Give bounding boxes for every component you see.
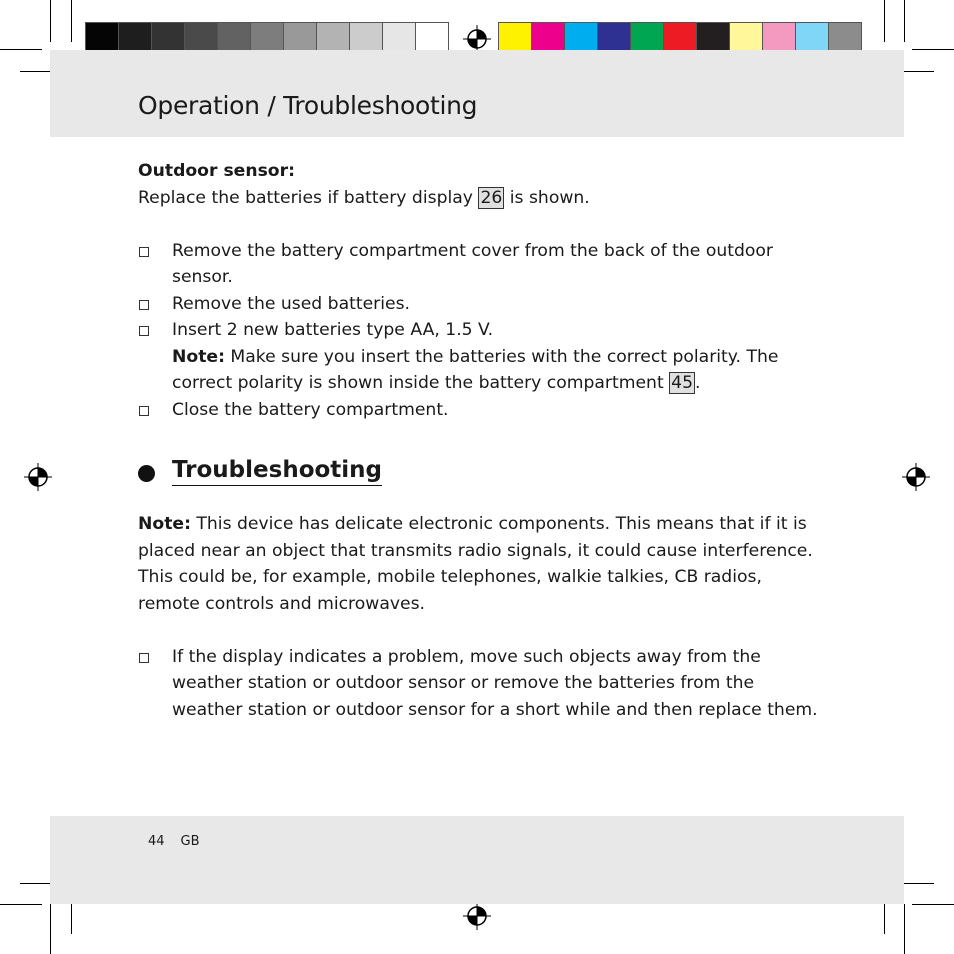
step-text: Close the battery compartment. [172,399,449,420]
registration-mark-icon [24,463,52,491]
crop-mark [912,904,954,905]
language-code: GB [180,834,200,849]
crop-mark [884,0,885,42]
troubleshooting-section-heading [138,459,828,489]
list-item [138,291,828,318]
note-label: Note: [172,346,225,367]
page-title: Operation / Troubleshooting [138,91,478,120]
crop-mark [912,49,954,50]
checkbox-bullet-icon [139,326,149,336]
crop-mark [904,904,905,954]
page-number: 44 [148,834,165,849]
checkbox-bullet-icon [139,247,149,257]
outdoor-intro [138,185,828,212]
page-content [138,158,828,723]
registration-mark-icon [463,25,491,53]
intro-text-end: is shown. [504,187,590,208]
list-item [138,644,828,724]
registration-mark-icon [463,902,491,930]
crop-mark [50,904,51,954]
checkbox-bullet-icon [139,406,149,416]
crop-mark [904,0,905,42]
list-item [138,397,828,424]
troubleshooting-steps-list [138,644,828,724]
outdoor-steps-list [138,238,828,424]
step-text: Insert 2 new batteries type AA, 1.5 V. [172,320,494,340]
note-text-end: . [695,373,701,393]
checkbox-bullet-icon [139,300,149,310]
step-text: Remove the used batteries. [172,293,411,314]
checkbox-bullet-icon [139,653,149,663]
note-text: This device has delicate electronic components. This means that if it is placed near an object that transmits radio signals, it could cause interference. This could be, for example, mobile telephones, walkie talkies, CB radios, remote controls and microwaves. [138,514,813,614]
list-item [138,238,828,291]
note-text: Make sure you insert the batteries with the correct polarity. The correct polarity is shown inside the battery compartment [172,346,779,393]
footer-band [50,816,904,904]
battery-compartment-ref: 45 [671,373,694,393]
crop-mark [0,49,42,50]
troubleshooting-note [138,511,828,617]
page-footer [148,834,216,849]
section-title: Troubleshooting [172,455,382,486]
crop-mark [50,0,51,42]
outdoor-sensor-heading: Outdoor sensor: [138,161,295,181]
battery-display-ref: 26 [480,187,503,208]
crop-mark [71,0,72,42]
intro-text: Replace the batteries if battery display [138,187,479,208]
step-text: If the display indicates a problem, move such objects away from the weather station or outdoor sensor or remove the batteries from the weather station or outdoor sensor for a short while and then replace them. [172,646,818,720]
crop-mark [0,904,42,905]
list-item [138,317,828,397]
bullet-dot-icon [138,465,155,482]
registration-mark-icon [902,463,930,491]
step-text: Remove the battery compartment cover from the back of the outdoor sensor. [172,240,773,287]
note-label: Note: [138,514,191,534]
